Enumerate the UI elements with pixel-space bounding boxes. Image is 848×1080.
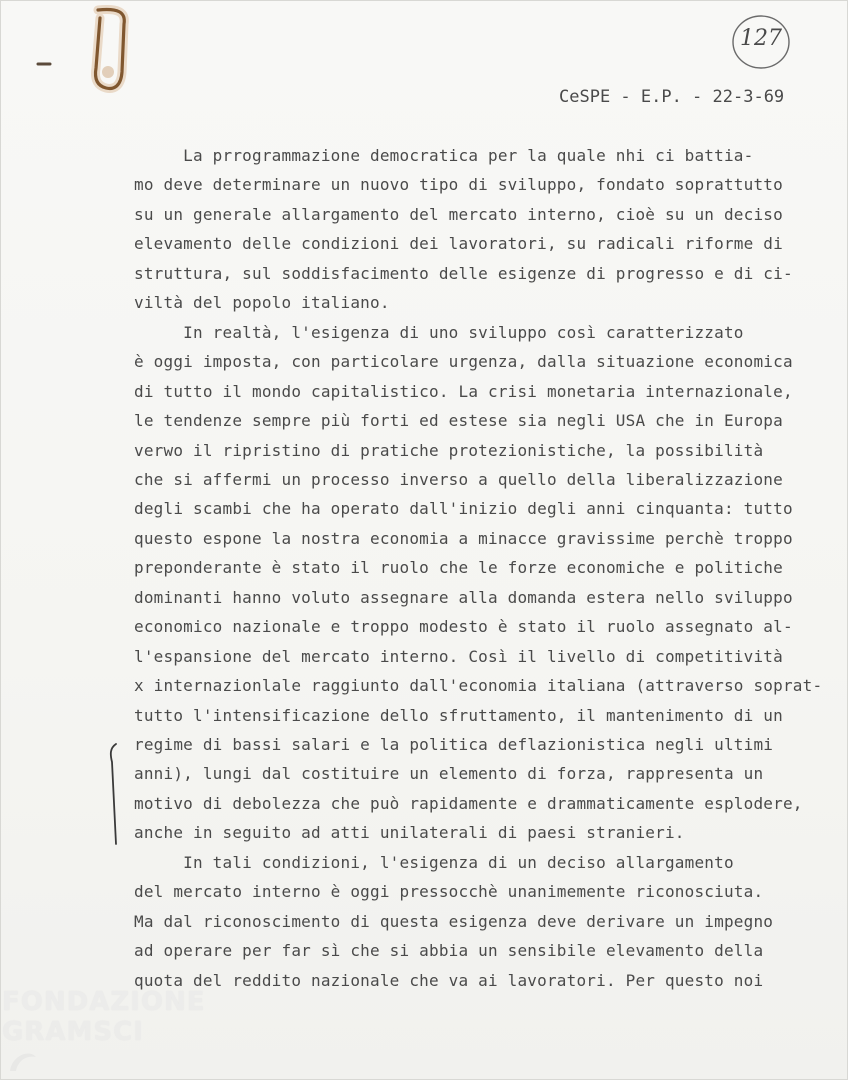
watermark bbox=[0, 985, 220, 1080]
text-line: elevamento delle condizioni dei lavoratori, su radicali riforme di bbox=[134, 234, 783, 254]
watermark-line-2: GRAMSCI bbox=[2, 1017, 144, 1047]
text-line: In realtà, l'esigenza di uno sviluppo così caratterizzato bbox=[134, 322, 744, 342]
text-line: In tali condizioni, l'esigenza di un deciso allargamento bbox=[134, 852, 734, 872]
text-line: degli scambi che ha operato dall'inizio degli anni cinquanta: tutto bbox=[134, 499, 793, 519]
text-line: tutto l'intensificazione dello sfruttamento, il mantenimento di un bbox=[134, 705, 783, 725]
text-line: è oggi imposta, con particolare urgenza, dalla situazione economica bbox=[134, 352, 793, 372]
page-number bbox=[730, 12, 792, 74]
text-line: Ma dal riconoscimento di questa esigenza deve derivare un impegno bbox=[134, 911, 774, 931]
text-line: regime di bassi salari e la politica deflazionistica negli ultimi bbox=[134, 735, 774, 754]
text-line: anni), lungi dal costituire un elemento di forza, rappresenta un bbox=[134, 764, 764, 784]
bracket-annotation-icon bbox=[104, 740, 124, 854]
text-line: di tutto il mondo capitalistico. La crisi monetaria internazionale, bbox=[134, 381, 793, 401]
foundation-logo-icon bbox=[6, 1045, 40, 1079]
watermark-text bbox=[2, 987, 205, 1047]
text-line: quota del reddito nazionale che va ai lavoratori. Per questo noi bbox=[134, 970, 764, 990]
document-body bbox=[134, 146, 824, 1006]
text-line: viltà del popolo italiano. bbox=[134, 293, 390, 313]
text-line: struttura, sul soddisfacimento delle esigenze di progresso e di ci- bbox=[134, 263, 793, 283]
text-line: x internazionlale raggiunto dall'economia italiana (attraverso soprat- bbox=[134, 676, 823, 696]
text-line: questo espone la nostra economia a minacce gravissime perchè troppo bbox=[134, 528, 793, 548]
text-line: l'espansione del mercato interno. Così il livello di competitività bbox=[134, 646, 783, 666]
text-line: del mercato interno è oggi pressocchè unanimemente riconosciuta. bbox=[134, 882, 764, 902]
text-line: La prrogrammazione democratica per la quale nhi ci battia- bbox=[134, 146, 754, 165]
text-line: preponderante è stato il ruolo che le forze economiche e politiche bbox=[134, 558, 783, 578]
page-number-text: 127 bbox=[740, 26, 782, 51]
text-line: che si affermi un processo inverso a quello della liberalizzazione bbox=[134, 469, 783, 489]
text-line: mo deve determinare un nuovo tipo di sviluppo, fondato soprattutto bbox=[134, 175, 783, 195]
text-line: anche in seguito ad atti unilaterali di paesi stranieri. bbox=[134, 823, 685, 843]
text-line: le tendenze sempre più forti ed estese sia negli USA che in Europa bbox=[134, 411, 783, 431]
text-line: motivo di debolezza che può rapidamente e drammaticamente esplodere, bbox=[134, 793, 803, 813]
document-reference: CeSPE - E.P. - 22-3-69 bbox=[559, 87, 785, 107]
text-line: ad operare per far sì che si abbia un sensibile elevamento della bbox=[134, 941, 764, 961]
text-line: verwo il ripristino di pratiche protezionistiche, la possibilità bbox=[134, 440, 764, 460]
text-line: dominanti hanno voluto assegnare alla domanda estera nello sviluppo bbox=[134, 587, 793, 607]
watermark-line-1: FONDAZIONE bbox=[2, 987, 206, 1017]
text-line: economico nazionale e troppo modesto è stato il ruolo assegnato al- bbox=[134, 617, 793, 637]
staple-stain-icon bbox=[28, 2, 138, 106]
text-line: su un generale allargamento del mercato interno, cioè su un deciso bbox=[134, 204, 783, 224]
